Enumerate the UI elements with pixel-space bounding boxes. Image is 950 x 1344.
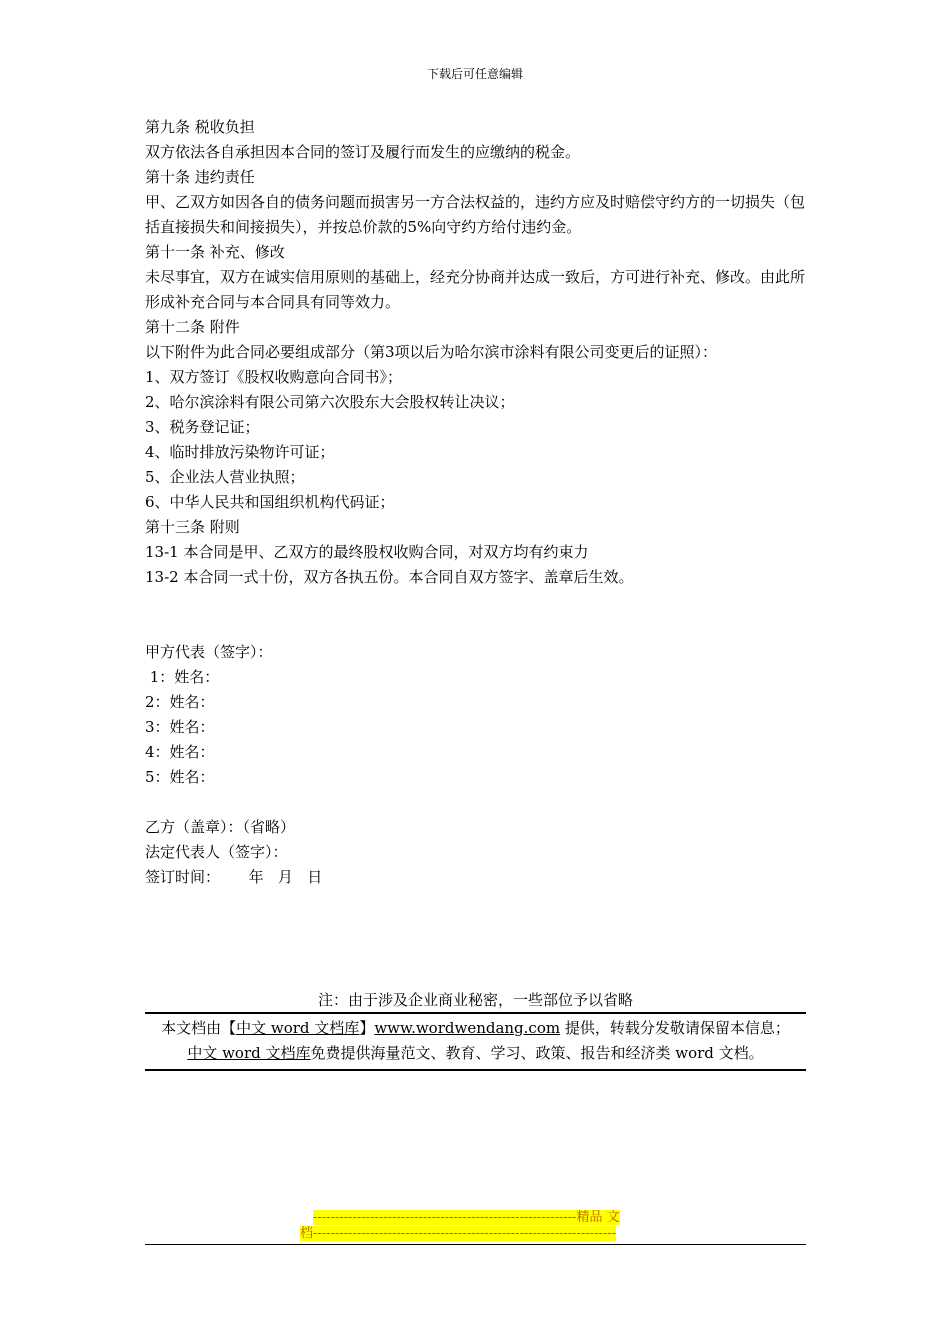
- attachment-item: 4、临时排放污染物许可证；: [145, 443, 335, 461]
- party-a-label: 甲方代表（签字）：: [145, 643, 273, 661]
- spacer: [145, 615, 810, 640]
- footer-highlight-1: ------------------------------------------------------------精品 文: [313, 1210, 620, 1225]
- article-9-title: 第九条 税收负担: [145, 118, 255, 136]
- info-suffix: 提供，转载分发敬请保留本信息；: [560, 1019, 790, 1037]
- footer-line-2: [300, 1226, 650, 1242]
- confidentiality-note: 注：由于涉及企业商业秘密，一些部位予以省略: [317, 991, 633, 1009]
- spacer: [145, 590, 810, 615]
- attachment-item: 2、哈尔滨涂料有限公司第六次股东大会股权转让决议；: [145, 393, 515, 411]
- info-description: 免费提供海量范文、教育、学习、政策、报告和经济类 word 文档。: [310, 1044, 764, 1062]
- article-12-text: 以下附件为此合同必要组成部分（第3项以后为哈尔滨市涂料有限公司变更后的证照）：: [145, 343, 718, 361]
- signature-line: 1：姓名：: [145, 668, 220, 686]
- library-link[interactable]: 中文 word 文档库: [236, 1019, 360, 1037]
- party-b-seal: 乙方（盖章）：（省略）: [145, 818, 296, 836]
- article-13-item: 13-2 本合同一式十份，双方各执五份。本合同自双方签字、盖章后生效。: [145, 568, 634, 586]
- source-info-box: [145, 1012, 806, 1071]
- footer-rule: [145, 1244, 806, 1245]
- attachment-item: 1、双方签订《股权收购意向合同书》；: [145, 368, 403, 386]
- page-header: 下载后可任意编辑: [426, 67, 523, 81]
- signature-line: 3：姓名：: [145, 718, 215, 736]
- attachment-item: 3、税务登记证；: [145, 418, 260, 436]
- article-13-item: 13-1 本合同是甲、乙双方的最终股权收购合同，对双方均有约束力: [145, 543, 589, 561]
- source-info-line-1: [145, 1016, 806, 1041]
- footer-banner: [300, 1210, 650, 1242]
- article-12-title: 第十二条 附件: [145, 318, 240, 336]
- website-link[interactable]: www.wordwendang.com: [374, 1019, 561, 1037]
- article-9-text: 双方依法各自承担因本合同的签订及履行而发生的应缴纳的税金。: [145, 143, 581, 161]
- signature-line: 2：姓名：: [145, 693, 215, 711]
- info-prefix: 本文档由【: [161, 1019, 237, 1037]
- attachment-item: 6、中华人民共和国组织机构代码证；: [145, 493, 395, 511]
- attachment-item: 5、企业法人营业执照；: [145, 468, 305, 486]
- source-info-line-2: [145, 1041, 806, 1066]
- article-10-title: 第十条 违约责任: [145, 168, 255, 186]
- signature-line: 5：姓名：: [145, 768, 215, 786]
- article-11-text: 未尽事宜，双方在诚实信用原则的基础上，经充分协商并达成一致后，方可进行补充、修改。由此所形成补充合同与本合同具有同等效力。: [145, 268, 806, 311]
- library-link[interactable]: 中文 word 文档库: [187, 1044, 311, 1062]
- info-bracket: 】: [359, 1019, 375, 1037]
- signing-date: 签订时间： 年 月 日: [145, 868, 323, 886]
- party-b-representative: 法定代表人（签字）：: [145, 843, 288, 861]
- article-10-text: 甲、乙双方如因各自的债务问题而损害另一方合法权益的，违约方应及时赔偿守约方的一切损失（包括直接损失和间接损失），并按总价款的5%向守约方给付违约金。: [145, 193, 806, 236]
- footer-line-1: [300, 1210, 650, 1226]
- footer-highlight-2: 档---------------------------------------------------------------------: [300, 1226, 617, 1241]
- contract-body: [145, 115, 810, 890]
- article-13-title: 第十三条 附则: [145, 518, 240, 536]
- signature-line: 4：姓名：: [145, 743, 215, 761]
- spacer: [145, 790, 810, 815]
- article-11-title: 第十一条 补充、修改: [145, 243, 285, 261]
